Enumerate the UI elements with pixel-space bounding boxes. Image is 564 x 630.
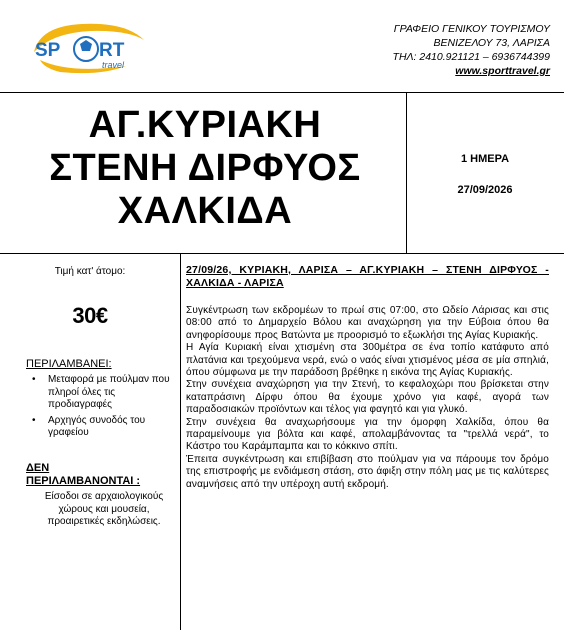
sport-travel-logo — [30, 18, 150, 80]
body-divider-vertical — [180, 254, 181, 630]
excludes-text: Είσοδοι σε αρχαιολογικούς χώρους και μουσεία, προαιρετικές εκδηλώσεις. — [44, 491, 164, 527]
itinerary-paragraph: Η Αγία Κυριακή είναι χτισμένη στα 300μέτρα σε ένα τοπίο κατάφυτο από πλατάνια και τρεχούμενα νερά, ενώ ο ναός είναι χτισμένος μέσα σε μία σπηλιά, όπου σύμφωνα με την παράδοση βρέθηκε η εικόνα της Αγίας Κυριακής. — [186, 342, 549, 379]
title-divider-bottom — [0, 253, 564, 254]
svg-text:RT: RT — [99, 40, 125, 61]
price-value: 30€ — [72, 303, 108, 328]
title-divider-vertical — [406, 93, 407, 253]
itinerary-body — [186, 305, 549, 491]
itinerary-paragraph: Στην συνέχεια θα αναχωρήσουμε για την όμορφη Χαλκίδα, όπου θα παραμείνουμε για βόλτα και καφέ, απολαμβάνοντας τα "τρελλά νερά", το Κάστρο του Καράμπαμπα και το κόκκινο σπίτι. — [186, 416, 549, 453]
title-line-3: ΧΑΛΚΙΔΑ — [117, 190, 293, 232]
includes-item: • Μεταφορά με πούλμαν που πληροί όλες τις προδιαγραφές — [30, 374, 180, 412]
title-line-2: ΣΤΕΝΗ ΔΙΡΦΥΟΣ — [49, 147, 361, 189]
price-label: Τιμή κατ' άτομο: — [54, 266, 126, 277]
excludes-heading — [26, 462, 140, 488]
itinerary-paragraph: Έπειτα συγκέντρωση και επιβίβαση στο πούλμαν για να πάρουμε τον δρόμο της επιστροφής με ενδιάμεση στάση, στο άφιξη στην πόλη μας με τις καλύτερες αναμνήσεις από την υπέροχη αυτή εκδρομή. — [186, 453, 549, 490]
itinerary-paragraph: Συγκέντρωση των εκδρομέων το πρωί στις 07:00, στο Ωδείο Λάρισας και στις 08:00 από το Δημαρχείο Βόλου και αναχώρηση για την Εύβοια όπου θα ανηφορίσουμε προς Βατώντα με προορισμό το εξωκλήσι της Αγίας Κυριακής. — [186, 305, 549, 341]
excludes-heading-line-2: ΠΕΡΙΛΑΜΒΑΝΟΝΤΑΙ : — [26, 475, 141, 487]
excludes-heading-line-1: ΔΕΝ — [26, 462, 50, 474]
agency-phone: ΤΗΛ: 2410.921121 – 6936744399 — [392, 51, 550, 63]
header-divider — [0, 92, 564, 93]
tour-title — [20, 104, 390, 233]
itinerary-paragraph: Στην συνέχεια αναχώρηση για την Στενή, το κεφαλοχώρι που βρίσκεται στην καταπράσινη Δίρφυ όπου θα έχουμε χρόνο για καφέ, αγορά των παραδοσιακών προϊόντων και τέλος για φαγητό και για γλυκό. — [186, 379, 549, 416]
includes-heading: ΠΕΡΙΛΑΜΒΑΝΕΙ: — [26, 358, 112, 370]
itinerary-route: 27/09/26, ΚΥΡΙΑΚΗ, ΛΑΡΙΣΑ – ΑΓ.ΚΥΡΙΑΚΗ – ΣΤΕΝΗ ΔΙΡΦΥΟΣ - ΧΑΛΚΙΔΑ - ΛΑΡΙΣΑ — [186, 264, 549, 289]
agency-info — [393, 22, 550, 78]
agency-address: ΒΕΝΙΖΕΛΟΥ 73, ΛΑΡΙΣΑ — [433, 37, 550, 49]
agency-name: ΓΡΑΦΕΙΟ ΓΕΝΙΚΟΥ ΤΟΥΡΙΣΜΟΥ — [393, 23, 550, 35]
agency-website-link[interactable]: www.sporttravel.gr — [455, 65, 550, 77]
trip-duration: 1 ΗΜΕΡΑ — [460, 153, 510, 165]
title-line-1: ΑΓ.ΚΥΡΙΑΚΗ — [88, 104, 322, 146]
svg-text:travel: travel — [102, 60, 125, 70]
includes-list — [30, 374, 180, 443]
includes-item: • Αρχηγός συνοδός του γραφείου — [30, 415, 180, 440]
svg-text:SP: SP — [35, 40, 61, 61]
trip-date: 27/09/2026 — [457, 184, 513, 196]
